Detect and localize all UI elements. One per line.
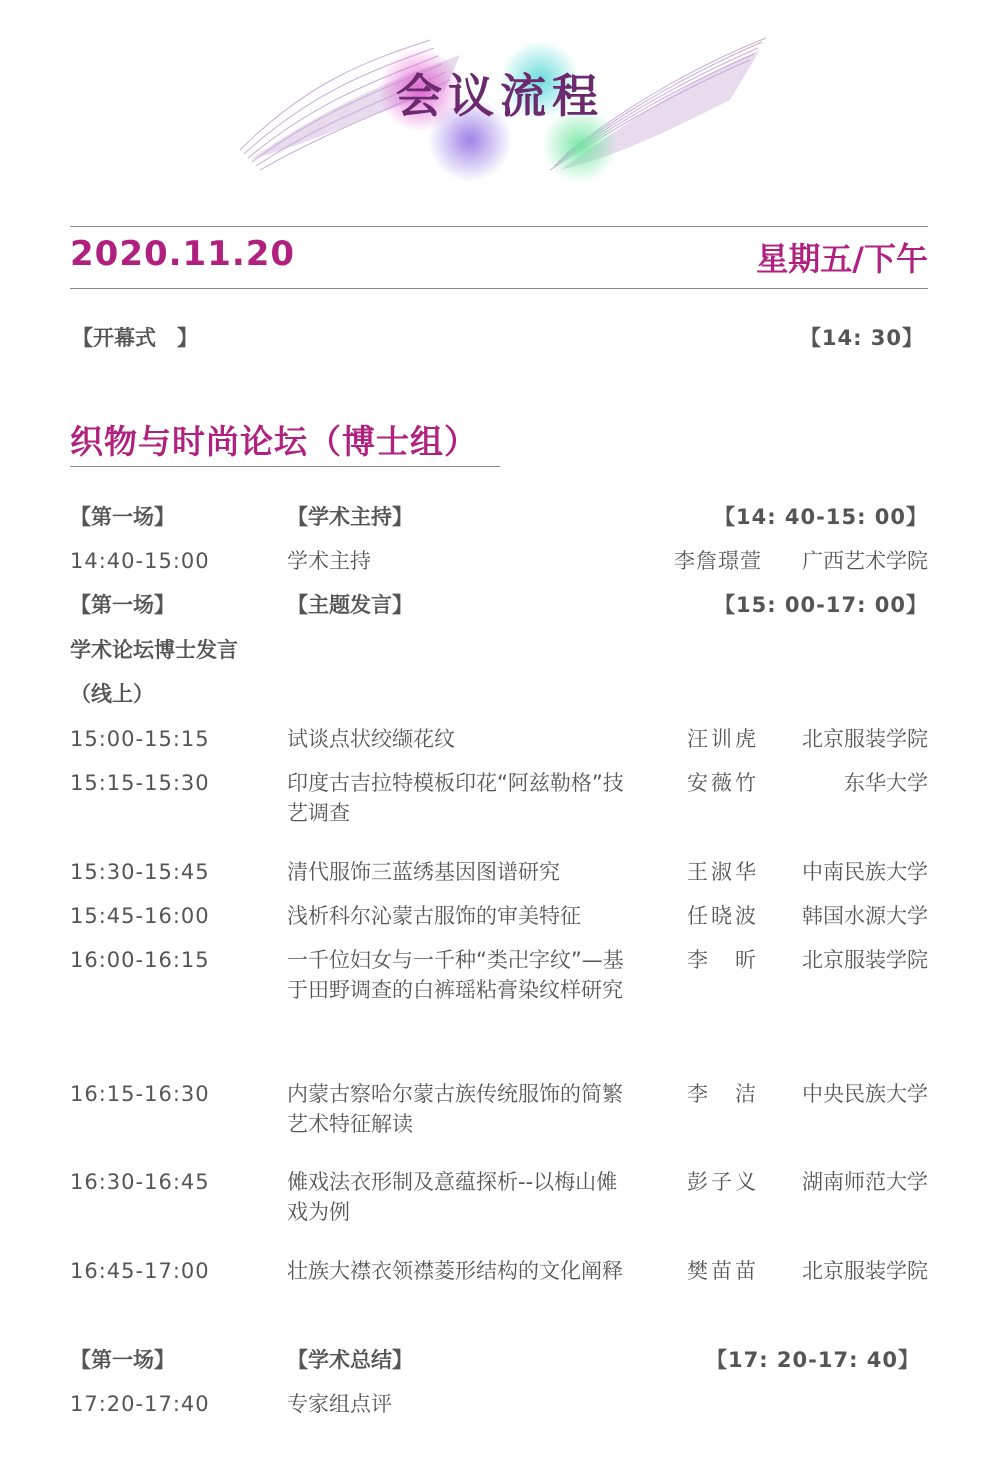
talk-title: 浅析科尔沁蒙古服饰的审美特征 <box>287 904 581 928</box>
session-time: 【17: 20-17: 40】 <box>705 1348 920 1372</box>
speaker-institution: 韩国水源大学 <box>802 904 928 928</box>
speaker-institution: 中南民族大学 <box>802 860 928 884</box>
date: 2020.11.20 <box>70 234 296 274</box>
host-role: 学术主持 <box>287 549 371 573</box>
speaker-institution: 湖南师范大学 <box>802 1170 928 1194</box>
talk-time: 16:00-16:15 <box>70 948 210 972</box>
talk-title: 壮族大襟衣领襟菱形结构的文化阐释 <box>287 1259 623 1283</box>
talk-time: 15:15-15:30 <box>70 771 210 795</box>
top-divider <box>70 226 928 227</box>
host-institution: 广西艺术学院 <box>802 549 928 573</box>
speaker-name: 李 昕 <box>687 948 759 972</box>
session-time: 【14: 40-15: 00】 <box>713 505 928 529</box>
host-name: 李詹璟萱 <box>674 549 762 573</box>
speaker-institution: 北京服装学院 <box>802 1259 928 1283</box>
talk-title: 清代服饰三蓝绣基因图谱研究 <box>287 860 560 884</box>
talk-title: 傩戏法衣形制及意蕴探析--以梅山傩戏为例 <box>287 1170 618 1224</box>
page-title: 会议流程 <box>396 69 604 123</box>
talk-time: 16:45-17:00 <box>70 1259 210 1283</box>
summary-time: 17:20-17:40 <box>70 1392 210 1416</box>
session-time: 【15: 00-17: 00】 <box>713 593 928 617</box>
subtitle-text: （线上） <box>70 682 154 706</box>
speaker-name: 樊苗苗 <box>687 1259 759 1283</box>
bottom-divider <box>70 288 928 289</box>
talk-title: 试谈点状绞缬花纹 <box>287 727 455 751</box>
speaker-name: 王淑华 <box>687 860 759 884</box>
speaker-institution: 中央民族大学 <box>802 1082 928 1106</box>
forum-underline <box>70 466 500 467</box>
summary-role: 专家组点评 <box>287 1392 392 1416</box>
speaker-name: 安薇竹 <box>687 771 759 795</box>
session-label: 【第一场】 <box>70 1348 175 1372</box>
speaker-institution: 北京服装学院 <box>802 948 928 972</box>
speaker-name: 李 洁 <box>687 1082 759 1106</box>
talk-time: 15:45-16:00 <box>70 904 210 928</box>
session-label: 【第一场】 <box>70 505 175 529</box>
speaker-name: 汪训虎 <box>687 727 759 751</box>
talk-time: 15:30-15:45 <box>70 860 210 884</box>
talk-time: 16:30-16:45 <box>70 1170 210 1194</box>
talk-title: 印度古吉拉特模板印花“阿兹勒格”技艺调查 <box>287 771 624 825</box>
speaker-name: 任晓波 <box>687 904 759 928</box>
session-role: 【学术主持】 <box>287 505 413 529</box>
session-role: 【主题发言】 <box>287 593 413 617</box>
talk-title: 内蒙古察哈尔蒙古族传统服饰的简繁艺术特征解读 <box>287 1082 623 1136</box>
forum-title: 织物与时尚论坛（博士组） <box>70 422 478 461</box>
subtitle-text: 学术论坛博士发言 <box>70 638 238 662</box>
speaker-institution: 北京服装学院 <box>802 727 928 751</box>
talk-title: 一千位妇女与一千种“类卍字纹”—基于田野调查的白裤瑶粘膏染纹样研究 <box>287 948 624 1002</box>
session-role: 【学术总结】 <box>287 1348 413 1372</box>
talk-time: 15:00-15:15 <box>70 727 210 751</box>
host-time: 14:40-15:00 <box>70 549 210 573</box>
weekday: 星期五/下午 <box>756 240 928 278</box>
session-label: 【第一场】 <box>70 593 175 617</box>
talk-time: 16:15-16:30 <box>70 1082 210 1106</box>
speaker-institution: 东华大学 <box>844 771 928 795</box>
opening-label: 【开幕式 】 <box>72 326 198 350</box>
opening-time: 【14: 30】 <box>799 326 924 350</box>
speaker-name: 彭子义 <box>687 1170 759 1194</box>
